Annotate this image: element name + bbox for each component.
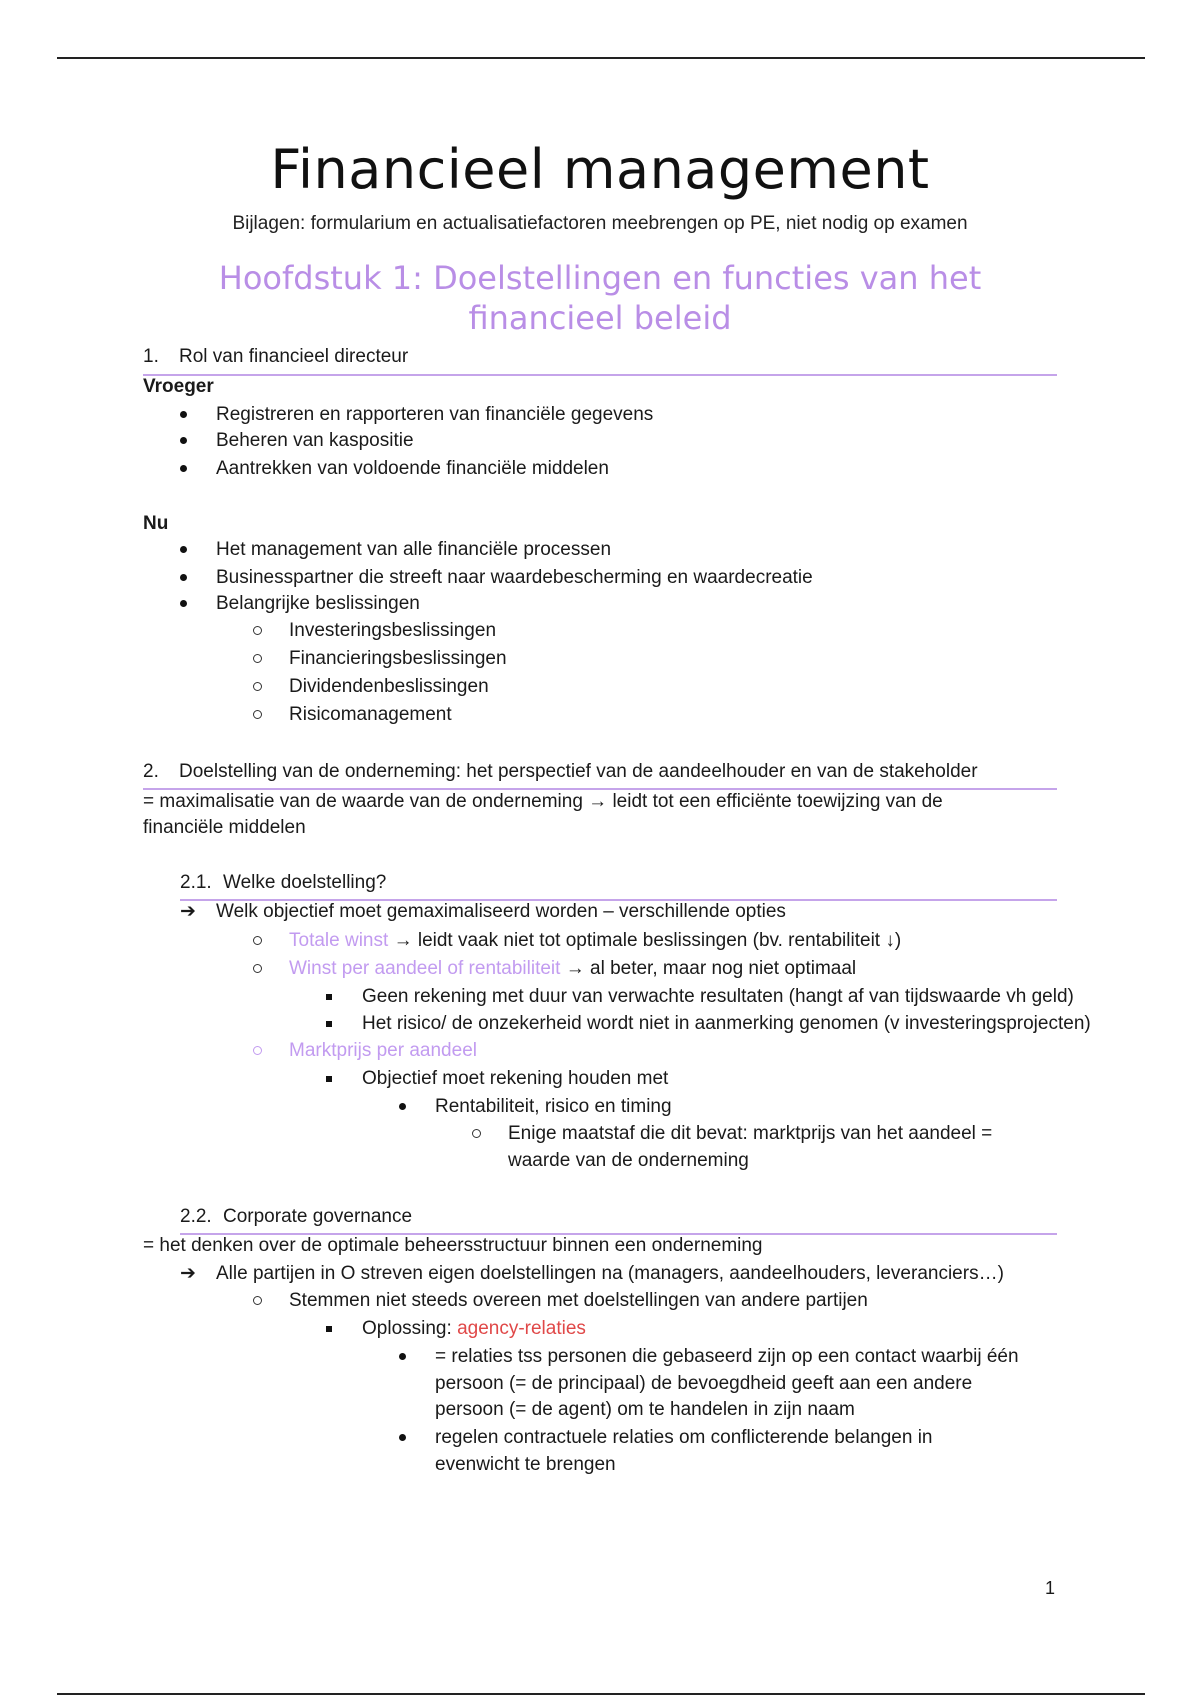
- circle-bullet-icon: [253, 619, 262, 643]
- circle-bullet-icon: [253, 1289, 262, 1313]
- option-eps-label: Winst per aandeel of rentabiliteit: [289, 958, 561, 979]
- chapter-heading-line-2: financieel beleid: [468, 299, 732, 337]
- section-2-definition-line-1: = maximalisatie van de waarde van de onderneming → leidt tot een efficiënte toewijzing van de: [143, 791, 943, 812]
- section-1-number: 1.: [143, 346, 159, 367]
- section-2-2-arrow-text: Alle partijen in O streven eigen doelstellingen na (managers, aandeelhouders, leveranciers…): [216, 1263, 1004, 1284]
- section-2-2-number: 2.2.: [180, 1206, 212, 1227]
- bottom-rule: [57, 1693, 1145, 1695]
- section-1-underline: [143, 374, 1057, 376]
- option-total-profit: [289, 929, 901, 953]
- vroeger-item-3: Aantrekken van voldoende financiële middelen: [216, 458, 609, 479]
- vroeger-item-2: Beheren van kaspositie: [216, 430, 414, 451]
- section-2-2-heading: [180, 1205, 412, 1229]
- option-eps-text: → al beter, maar nog niet optimaal: [565, 958, 857, 979]
- section-2-1-heading: [180, 871, 386, 895]
- bullet-icon: [180, 538, 187, 562]
- agency-point-1-line-2: persoon (= de principaal) de bevoegdheid geeft aan een andere: [435, 1373, 973, 1394]
- agency-point-1-line-3: persoon (= de agent) om te handelen in zijn naam: [435, 1399, 855, 1420]
- section-2-2-title: Corporate governance: [223, 1206, 413, 1227]
- circle-bullet-icon: [253, 929, 262, 953]
- agency-point-2-line-1: regelen contractuele relaties om conflicterende belangen in: [435, 1427, 933, 1448]
- bullet-icon: [180, 566, 187, 590]
- arrow-right-icon: ➔: [180, 901, 196, 922]
- document-subtitle: Bijlagen: formularium en actualisatiefactoren meebrengen op PE, niet nodig op examen: [232, 213, 968, 234]
- bullet-icon: [180, 403, 187, 427]
- section-2-definition-line-2: financiële middelen: [143, 817, 306, 838]
- section-2-heading: [143, 760, 978, 784]
- square-bullet-icon: [326, 1317, 332, 1341]
- bullet-icon: [180, 592, 187, 616]
- bullet-icon: [180, 429, 187, 453]
- option-eps-sub-2: Het risico/ de onzekerheid wordt niet in aanmerking genomen (v investeringsprojecten): [362, 1013, 1091, 1034]
- circle-bullet-icon: [253, 647, 262, 671]
- bullet-icon: [399, 1426, 406, 1450]
- nu-subitem-2: Financieringsbeslissingen: [289, 648, 507, 669]
- circle-bullet-icon: [253, 675, 262, 699]
- nu-subitem-4: Risicomanagement: [289, 704, 452, 725]
- top-rule: [57, 57, 1145, 59]
- section-2-2-sub: Stemmen niet steeds overeen met doelstellingen van andere partijen: [289, 1290, 868, 1311]
- option-total-profit-text: → leidt vaak niet tot optimale beslissingen (bv. rentabiliteit ↓): [393, 930, 902, 951]
- vroeger-label: Vroeger: [143, 376, 214, 397]
- square-bullet-icon: [326, 1067, 332, 1091]
- nu-item-1: Het management van alle financiële processen: [216, 539, 612, 560]
- arrow-right-icon: ➔: [180, 1263, 196, 1284]
- square-bullet-icon: [326, 985, 332, 1009]
- page-number: 1: [1045, 1578, 1056, 1598]
- nu-label: Nu: [143, 513, 169, 534]
- option-market-price-deep-1: Enige maatstaf die dit bevat: marktprijs van het aandeel =: [508, 1123, 993, 1144]
- vroeger-item-1: Registreren en rapporteren van financiële gegevens: [216, 404, 654, 425]
- option-market-price-label: Marktprijs per aandeel: [289, 1040, 477, 1061]
- option-market-price-deep-2: waarde van de onderneming: [508, 1150, 749, 1171]
- solution-label: Oplossing:: [362, 1318, 452, 1339]
- bullet-icon: [399, 1345, 406, 1369]
- nu-subitem-3: Dividendenbeslissingen: [289, 676, 489, 697]
- section-2-2-solution: [362, 1317, 586, 1341]
- section-2-title: Doelstelling van de onderneming: het perspectief van de aandeelhouder en van de stakeholder: [179, 761, 978, 782]
- agency-point-2-line-2: evenwicht te brengen: [435, 1454, 616, 1475]
- nu-item-3: Belangrijke beslissingen: [216, 593, 420, 614]
- solution-term: agency-relaties: [457, 1318, 586, 1339]
- option-market-price-sub: Objectief moet rekening houden met: [362, 1068, 669, 1089]
- option-eps: [289, 957, 856, 981]
- chapter-heading-line-1: Hoofdstuk 1: Doelstellingen en functies van het: [218, 259, 982, 297]
- circle-bullet-icon: [472, 1122, 481, 1146]
- nu-item-2: Businesspartner die streeft naar waardebescherming en waardecreatie: [216, 567, 813, 588]
- option-market-price-subsub: Rentabiliteit, risico en timing: [435, 1096, 672, 1117]
- square-bullet-icon: [326, 1012, 332, 1036]
- chapter-heading: [0, 258, 1200, 338]
- section-2-1-title: Welke doelstelling?: [223, 872, 387, 893]
- bullet-icon: [399, 1095, 406, 1119]
- circle-bullet-icon: [253, 1039, 262, 1063]
- section-2-1-arrow-text: Welk objectief moet gemaximaliseerd worden – verschillende opties: [216, 901, 786, 922]
- nu-subitem-1: Investeringsbeslissingen: [289, 620, 497, 641]
- section-1-title: Rol van financieel directeur: [179, 346, 409, 367]
- section-2-number: 2.: [143, 761, 159, 782]
- agency-point-1-line-1: = relaties tss personen die gebaseerd zijn op een contact waarbij één: [435, 1346, 1019, 1367]
- option-eps-sub-1: Geen rekening met duur van verwachte resultaten (hangt af van tijdswaarde vh geld): [362, 986, 1074, 1007]
- document-title: Financieel management: [270, 138, 930, 201]
- section-2-1-number: 2.1.: [180, 872, 212, 893]
- section-2-2-definition: = het denken over de optimale beheersstructuur binnen een onderneming: [143, 1235, 763, 1256]
- option-total-profit-label: Totale winst: [289, 930, 389, 951]
- circle-bullet-icon: [253, 703, 262, 727]
- section-1-heading: [143, 345, 408, 369]
- circle-bullet-icon: [253, 957, 262, 981]
- bullet-icon: [180, 457, 187, 481]
